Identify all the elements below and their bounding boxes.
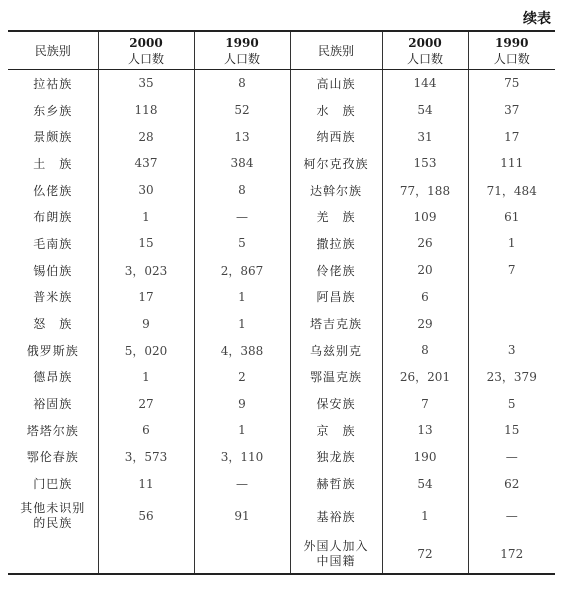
left-2000-cell: 5，020 [98,337,194,364]
left-1990-cell: 2 [194,364,290,391]
right-name-cell: 撒拉族 [290,230,382,257]
right-1990-cell: 1 [468,230,555,257]
left-2000-cell: 3，573 [98,444,194,471]
table-row [8,150,555,177]
right-name-cell: 赫哲族 [290,470,382,497]
other-name-line1: 其他未识别 [20,501,86,515]
other-name-cell [8,497,98,535]
right-1990-cell: 3 [468,337,555,364]
table-row [8,230,555,257]
left-name-cell: 景颇族 [33,130,73,145]
header-row [8,31,555,70]
right-1990-cell: 71，484 [468,177,555,204]
foreign-2000-cell: 72 [382,535,468,574]
left-name-cell: 布朗族 [33,210,73,225]
left-1990-cell: 384 [194,150,290,177]
right-1990-cell: 61 [468,203,555,230]
foreign-left-empty [8,535,98,574]
right-2000-cell: 26 [382,230,468,257]
right-1990-cell: 15 [468,417,555,444]
left-name-cell: 门巴族 [33,477,73,492]
left-2000-cell: 28 [98,123,194,150]
right-name-cell: 伶佬族 [290,257,382,284]
header-2000-year-right: 2000 [408,35,442,50]
right-name-cell: 乌兹别克 [290,337,382,364]
right-name-cell: 高山族 [290,70,382,97]
right-2000-cell: 29 [382,310,468,337]
table-row [8,123,555,150]
left-name-cell: 俄罗斯族 [26,343,79,358]
right-1990-cell: 7 [468,257,555,284]
left-1990-cell: 13 [194,123,290,150]
table-row-other [8,497,555,535]
left-1990-cell: 3，110 [194,444,290,471]
left-name-cell: 普米族 [33,290,73,305]
right-2000-cell: 144 [382,70,468,97]
header-ethnic-group: 民族别 [8,31,98,70]
other-1990-cell: 91 [194,497,290,535]
left-2000-cell: 11 [98,470,194,497]
left-name-cell: 塔塔尔族 [26,423,79,438]
table-row-foreign [8,535,555,574]
left-1990-cell: 1 [194,310,290,337]
header-2000-label: 人口数 [127,51,164,66]
other-2000-cell: 56 [98,497,194,535]
table-row [8,470,555,497]
left-name-cell: 拉祜族 [33,76,73,91]
header-2000-year: 2000 [129,35,163,50]
right-2000-cell: 20 [382,257,468,284]
left-1990-cell: 4，388 [194,337,290,364]
foreign-left-1990-empty [194,535,290,574]
right-name-cell: 纳西族 [290,123,382,150]
right-2000-cell: 109 [382,203,468,230]
header-1990-right [468,31,555,70]
foreign-name-cell [290,535,382,574]
left-2000-cell: 30 [98,177,194,204]
left-2000-cell: 437 [98,150,194,177]
left-1990-cell: — [194,203,290,230]
left-name-cell: 裕固族 [33,397,73,412]
left-1990-cell: 5 [194,230,290,257]
right-name-cell: 水 族 [290,97,382,124]
table-row [8,284,555,311]
right-2000-cell: 6 [382,284,468,311]
header-1990-year: 1990 [225,35,259,50]
table-row [8,203,555,230]
right-1990-cell [468,310,555,337]
left-2000-cell: 1 [98,364,194,391]
jiyu-2000-cell: 1 [382,497,468,535]
right-1990-cell: 111 [468,150,555,177]
right-name-cell: 柯尔克孜族 [290,150,382,177]
left-1990-cell: 1 [194,284,290,311]
header-1990-year-right: 1990 [495,35,529,50]
right-1990-cell: 75 [468,70,555,97]
right-name-cell: 鄂温克族 [290,364,382,391]
table-row [8,70,555,97]
header-1990 [194,31,290,70]
right-1990-cell: 62 [468,470,555,497]
header-2000-right [382,31,468,70]
right-2000-cell: 54 [382,97,468,124]
foreign-name-line1: 外国人加入 [303,539,369,553]
right-2000-cell: 31 [382,123,468,150]
left-2000-cell: 6 [98,417,194,444]
left-name-cell: 德昂族 [33,370,73,385]
right-1990-cell: 23，379 [468,364,555,391]
left-name-cell: 毛南族 [33,236,73,251]
left-1990-cell: — [194,470,290,497]
right-2000-cell: 26，201 [382,364,468,391]
right-name-cell: 达斡尔族 [290,177,382,204]
foreign-name-line2: 中国籍 [316,554,356,568]
right-name-cell: 阿昌族 [290,284,382,311]
header-2000 [98,31,194,70]
right-name-cell: 羌 族 [290,203,382,230]
jiyu-1990-cell: — [468,497,555,535]
left-2000-cell: 118 [98,97,194,124]
right-2000-cell: 190 [382,444,468,471]
header-ethnic-group-right: 民族别 [290,31,382,70]
header-1990-label-right: 人口数 [493,51,530,66]
left-name-cell: 土 族 [33,156,73,171]
right-2000-cell: 153 [382,150,468,177]
right-1990-cell: — [468,444,555,471]
right-name-cell: 京 族 [290,417,382,444]
left-2000-cell: 3，023 [98,257,194,284]
table-row [8,310,555,337]
table-row [8,97,555,124]
left-2000-cell: 15 [98,230,194,257]
right-1990-cell [468,284,555,311]
left-name-cell: 鄂伦春族 [26,450,79,465]
left-2000-cell: 27 [98,390,194,417]
right-name-cell: 塔吉克族 [290,310,382,337]
right-2000-cell: 7 [382,390,468,417]
left-name-cell: 锡伯族 [33,263,73,278]
foreign-left-2000-empty [98,535,194,574]
table-row [8,390,555,417]
table-row [8,177,555,204]
population-table [8,30,555,575]
table-row [8,364,555,391]
table-caption: 续表 [523,11,551,27]
header-2000-label-right: 人口数 [406,51,443,66]
right-1990-cell: 37 [468,97,555,124]
left-1990-cell: 52 [194,97,290,124]
right-name-cell: 保安族 [290,390,382,417]
left-2000-cell: 1 [98,203,194,230]
left-1990-cell: 8 [194,177,290,204]
left-name-cell: 东乡族 [33,103,73,118]
left-name-cell: 仫佬族 [33,183,73,198]
left-1990-cell: 2，867 [194,257,290,284]
right-1990-cell: 17 [468,123,555,150]
other-name-line2: 的民族 [33,516,73,530]
header-1990-label: 人口数 [223,51,260,66]
left-1990-cell: 9 [194,390,290,417]
right-2000-cell: 8 [382,337,468,364]
jiyu-name-cell: 基裕族 [290,497,382,535]
left-1990-cell: 8 [194,70,290,97]
right-name-cell: 独龙族 [290,444,382,471]
table-row [8,417,555,444]
table-row [8,444,555,471]
left-2000-cell: 35 [98,70,194,97]
left-1990-cell: 1 [194,417,290,444]
right-2000-cell: 54 [382,470,468,497]
left-name-cell: 怒 族 [33,317,73,332]
foreign-1990-cell: 172 [468,535,555,574]
right-1990-cell: 5 [468,390,555,417]
right-2000-cell: 13 [382,417,468,444]
left-2000-cell: 17 [98,284,194,311]
left-2000-cell: 9 [98,310,194,337]
right-2000-cell: 77，188 [382,177,468,204]
table-row [8,257,555,284]
table-row [8,337,555,364]
